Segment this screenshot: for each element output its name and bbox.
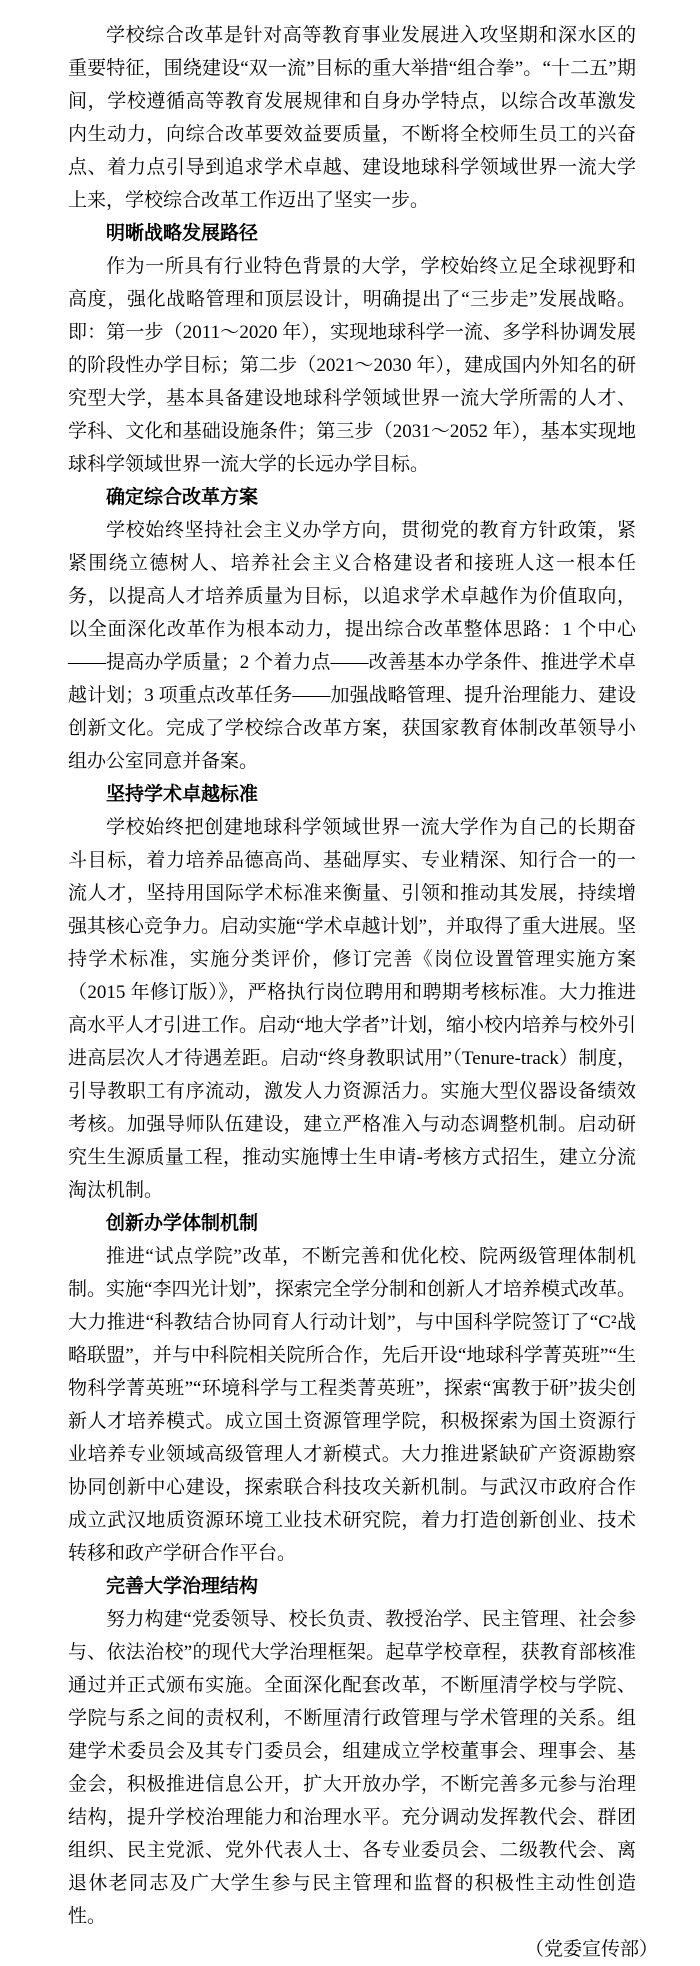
governance-paragraph: 努力构建“党委领导、校长负责、教授治学、民主管理、社会参与、依法治校”的现代大学治理框架。起草学校章程，获教育部核准通过并正式颁布实施。全面深化配套改革，不断厘清学校与学院、学院与系之间的责权利，不断厘清行政管理与学术管理的关系。组建学术委员会及其专门委员会，组建成立学校董事会、理事会、基金会，积极推进信息公开，扩大开放办学，不断完善多元参与治理结构，提升学校治理能力和治理水平。充分调动发挥教代会、群团组织、民主党派、党外代表人士、各专业委员会、二级教代会、离退休老同志及广大学生参与民主管理和监督的积极性主动性创造性。 xyxy=(68,1609,636,1927)
strategy-path-paragraph: 作为一所具有行业特色背景的大学，学校始终立足全球视野和高度，强化战略管理和顶层设计，明确提出了“三步走”发展战略。即：第一步（2011～2020 年），实现地球科学一流、多学科协调发展的阶段性办学目标；第二步（2021～2030 年），建成国内外知名的研究型大学，基本具备建设地球科学领域世界一流大学所需的人才、学科、文化和基础设施条件；第三步（2031～2052 年），基本实现地球科学领域世界一流大学的长远办学目标。 xyxy=(68,256,636,475)
section-heading-governance: 完善大学治理结构 xyxy=(106,1576,259,1597)
academic-excellence-paragraph: 学校始终把创建地球科学领域世界一流大学作为自己的长期奋斗目标，着力培养品德高尚、基础厚实、专业精深、知行合一的一流人才，坚持用国际学术标准来衡量、引领和推动其发展，持续增强其核心竞争力。启动实施“学术卓越计划”，并取得了重大进展。坚持学术标准，实施分类评价，修订完善《岗位设置管理实施方案（2015 年修订版）》，严格执行岗位聘用和聘期考核标准。大力推进高水平人才引进工作。启动“地大学者”计划，缩小校内培养与校外引进高层次人才待遇差距。启动“终身教职试用”（Tenure-track）制度，引导教职工有序流动，激发人力资源活力。实施大型仪器设备绩效考核。加强导师队伍建设，建立严格准入与动态调整机制。启动研究生生源质量工程，推动实施博士生申请-考核方式招生，建立分流淘汰机制。 xyxy=(68,817,636,1201)
system-innovation-paragraph: 推进“试点学院”改革，不断完善和优化校、院两级管理体制机制。实施“李四光计划”，探索完全学分制和创新人才培养模式改革。大力推进“科教结合协同育人行动计划”，与中国科学院签订了“C²战略联盟”，并与中科院相关院所合作，先后开设“地球科学菁英班”“生物科学菁英班”“环境科学与工程类菁英班”，探索“寓教于研”拔尖创新人才培养模式。成立国土资源管理学院，积极探索为国土资源行业培养专业领域高级管理人才新模式。大力推进紧缺矿产资源勘察协同创新中心建设，探索联合科技攻关新机制。与武汉市政府合作成立武汉地质资源环境工业技术研究院，着力打造创新创业、技术转移和政产学研合作平台。 xyxy=(68,1246,636,1564)
intro-paragraph: 学校综合改革是针对高等教育事业发展进入攻坚期和深水区的重要特征，围绕建设“双一流”目标的重大举措“组合拳”。“十二五”期间，学校遵循高等教育发展规律和自身办学特点，以综合改革激发内生动力，向综合改革要效益要质量，不断将全校师生员工的兴奋点、着力点引导到追求学术卓越、建设地球科学领域世界一流大学上来，学校综合改革工作迈出了坚实一步。 xyxy=(68,25,636,211)
section-heading-academic-excellence: 坚持学术卓越标准 xyxy=(106,784,259,805)
section-heading-system-innovation: 创新办学体制机制 xyxy=(106,1213,259,1234)
reform-plan-paragraph: 学校始终坚持社会主义办学方向，贯彻党的教育方针政策，紧紧围绕立德树人、培养社会主义合格建设者和接班人这一根本任务，以提高人才培养质量为目标，以追求学术卓越作为价值取向，以全面深化改革作为根本动力，提出综合改革整体思路：1 个中心——提高办学质量；2 个着力点——改善基本办学条件、推进学术卓越计划；3 项重点改革任务——加强战略管理、提升治理能力、建设创新文化。完成了学校综合改革方案，获国家教育体制改革领导小组办公室同意并备案。 xyxy=(68,520,636,772)
section-heading-strategy-path: 明晰战略发展路径 xyxy=(106,223,259,244)
section-heading-reform-plan: 确定综合改革方案 xyxy=(106,487,259,508)
byline: （党委宣传部） xyxy=(524,1939,658,1960)
